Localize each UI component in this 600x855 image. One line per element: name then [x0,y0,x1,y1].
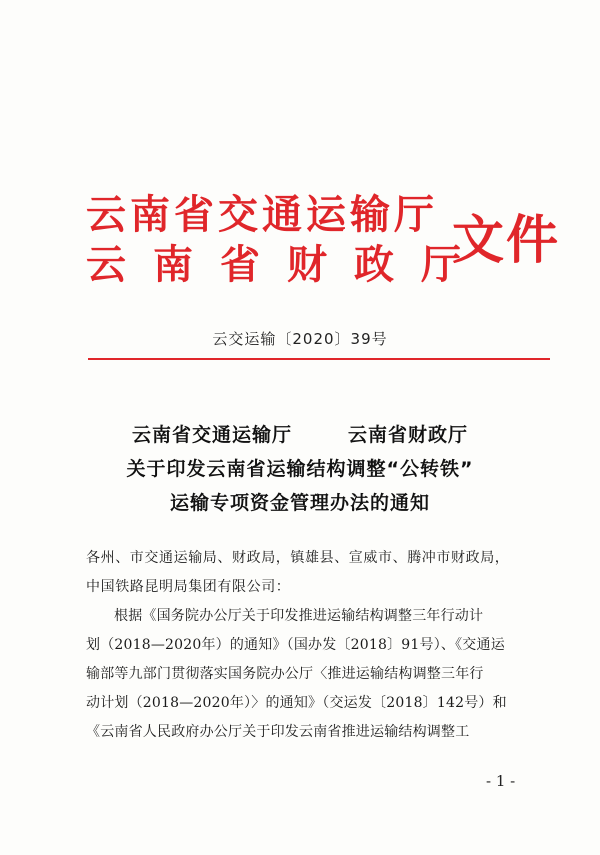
document-number: 云交运输〔2020〕39号 [212,330,388,348]
page-number: - 1 - [486,772,516,790]
title-issuer-transport: 云南省交通运输厅 [131,424,292,446]
header-org-transport: 云南省交通运输厅 [86,191,438,238]
body-line: 输部等九部门贯彻落实国务院办公厅〈推进运输结构调整三年行 [86,666,484,682]
document-header [86,185,561,295]
header-document-word: 文件 [452,210,561,271]
addressee-line: 中国铁路昆明局集团有限公司： [86,579,291,595]
title-issuers [0,418,600,452]
body-line: 划（2018—2020年）的通知》（国办发〔2018〕91号）、《交通运 [86,637,505,653]
body-paragraph [86,602,546,747]
document-title [0,418,600,520]
header-divider-line [88,358,550,360]
addressee-paragraph [86,544,546,602]
body-line: 根据《国务院办公厅关于印发推进运输结构调整三年行动计 [114,608,484,624]
addressee-line: 各州、市交通运输局、财政局，镇雄县、宣威市、腾冲市财政局， [86,550,510,566]
title-line-3: 运输专项资金管理办法的通知 [169,492,430,514]
title-line-2: 关于印发云南省运输结构调整“公转铁” [126,458,474,480]
document-body [86,544,546,747]
title-issuer-finance: 云南省财政厅 [348,424,469,446]
body-line: 动计划（2018—2020年）〉的通知》（交运发〔2018〕142号）和 [86,695,507,711]
body-line: 《云南省人民政府办公厅关于印发云南省推进运输结构调整工 [86,724,470,740]
header-org-finance: 云南省财政厅 [86,241,488,288]
